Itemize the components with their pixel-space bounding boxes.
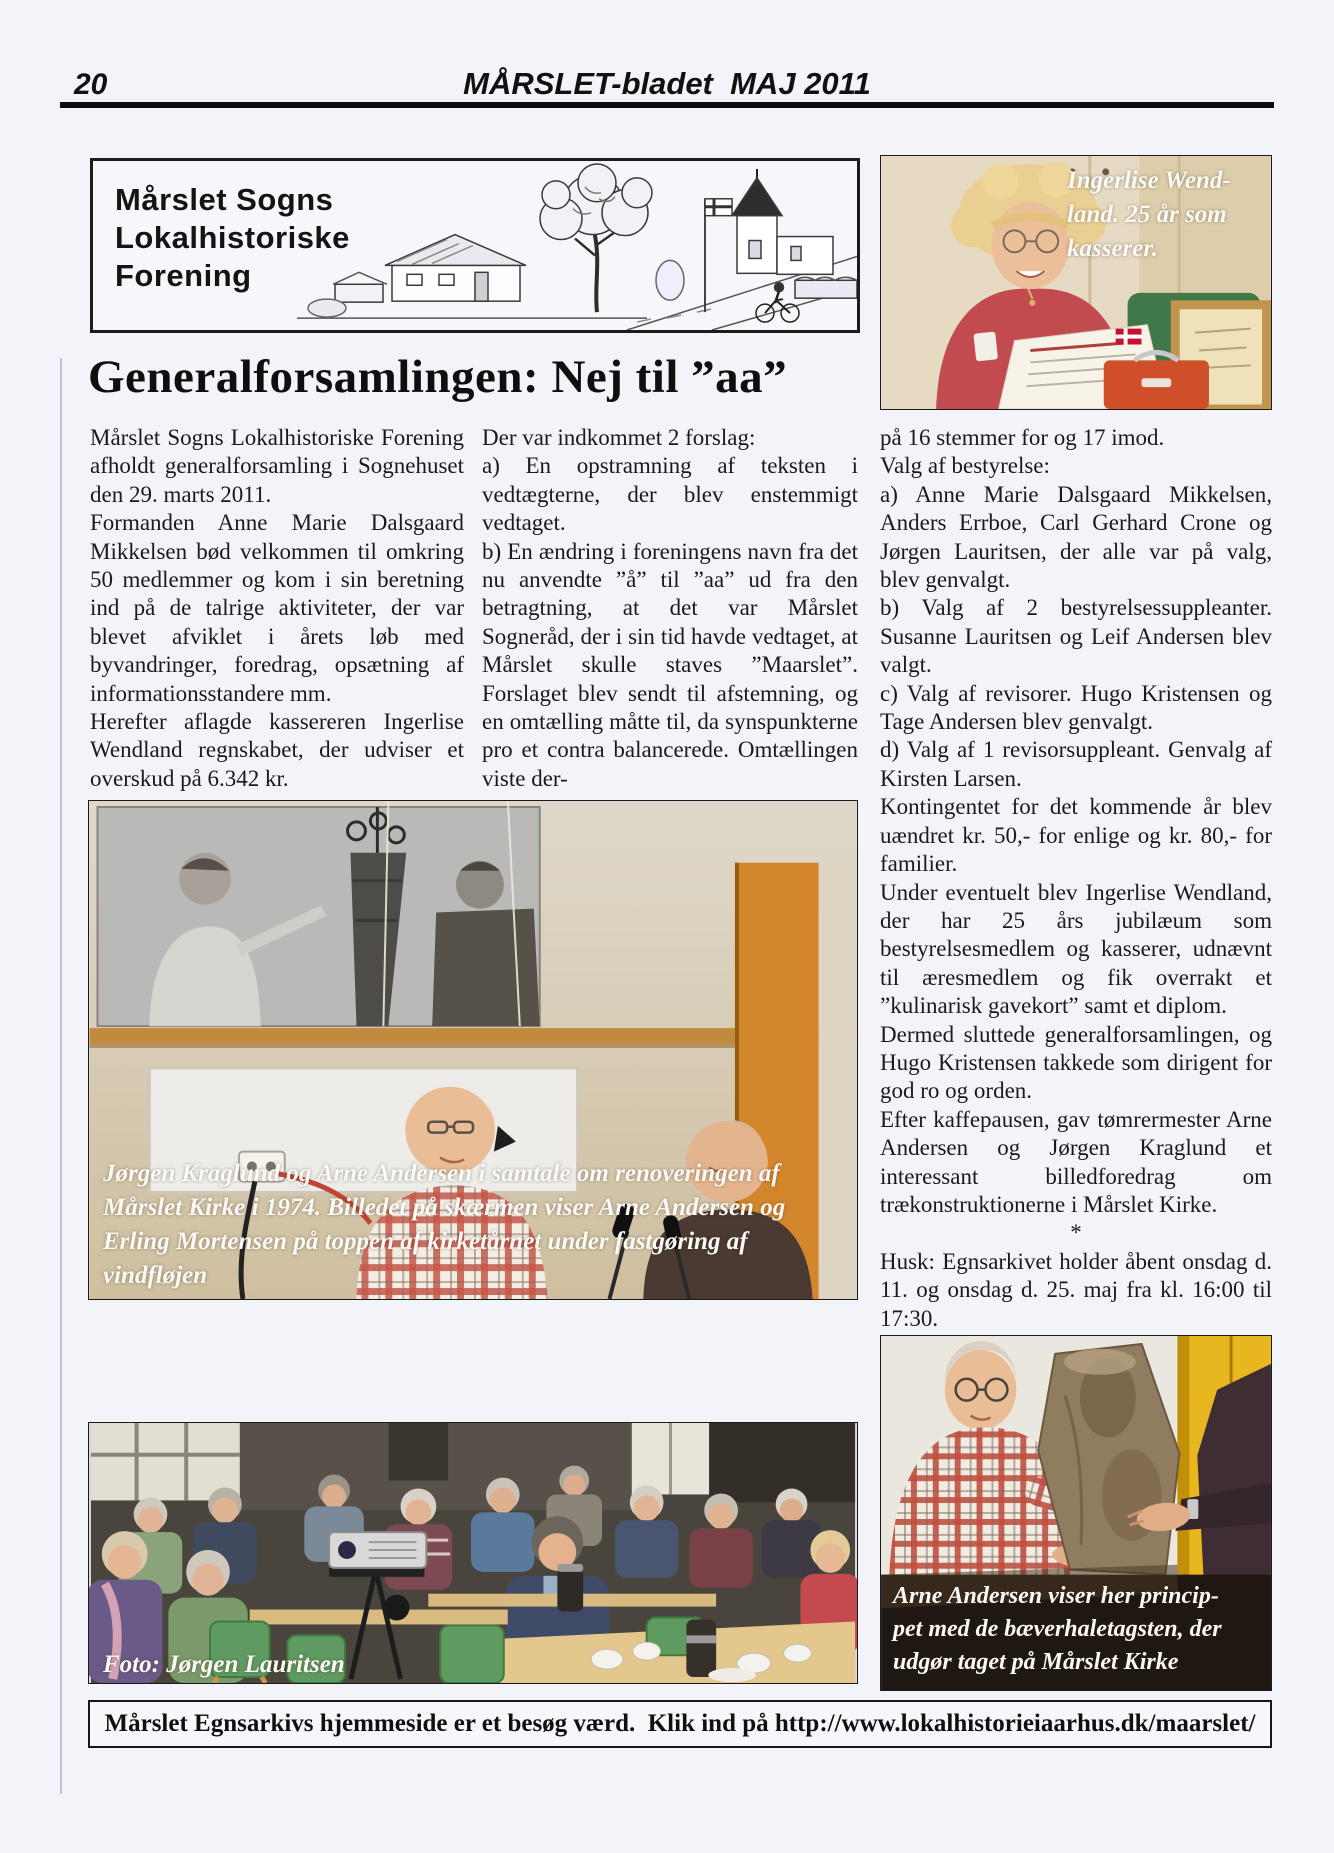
- paragraph: Herefter aflagde kassereren Ingerlise Wendland regnskabet, der udviser et overskud på 6.342 kr.: [90, 709, 464, 791]
- article-headline: Generalforsamlingen: Nej til ”aa”: [88, 351, 788, 403]
- middle-photo-caption: Jørgen Kraglund og Arne Andersen i samtale om renoveringen af Mårslet Kirke i 1974. Billedet på skærmen viser Arne Andersen og Erling Mortensen på toppen af kirketårnet under fastgøring af vindfløjen: [103, 1160, 786, 1289]
- article-column-3: [880, 424, 1272, 1333]
- paragraph: *: [1070, 1220, 1082, 1246]
- audience-photo: [88, 1422, 858, 1684]
- paragraph: a) En opstramning af teksten i vedtægterne, der blev enstemmigt vedtaget.: [482, 453, 858, 536]
- paragraph: Under eventuelt blev Ingerlise Wendland, der har 25 års jubilæum som bestyrelsesmedlem og kasserer, udnævnt til æresmedlem og fik overrakt et ”kulinarisk gavekort” samt et diplom.: [880, 879, 1272, 1019]
- article-column-1: [90, 424, 464, 793]
- page-edge-scan-line: [60, 358, 62, 1794]
- paragraph: Formanden Anne Marie Dalsgaard Mikkelsen bød velkommen til omkring 50 medlemmer og kom i sin beretning ind på de talrige aktiviteter, der var blevet afviklet i årets løb med byvandringer, foredrag, opsætning af informationsstandere mm.: [90, 510, 464, 706]
- footer-notice-box: [88, 1700, 1272, 1748]
- roof-tile-photo: [880, 1335, 1272, 1691]
- paragraph: Valg af bestyrelse:: [880, 453, 1050, 479]
- paragraph: c) Valg af revisorer. Hugo Kristensen og Tage Andersen blev genvalgt.: [880, 680, 1272, 735]
- paragraph: Husk: Egnsarkivet holder åbent onsdag d. 11. og onsdag d. 25. maj fra kl. 16:00 til 17:30.: [880, 1248, 1272, 1331]
- top-right-photo-ingerlise: [880, 155, 1272, 410]
- org-name-line: Forening: [115, 258, 252, 293]
- article-column-2: [482, 424, 858, 793]
- tile-photo-caption: [893, 1580, 1265, 1679]
- audience-photo-caption: Foto: Jørgen Lauritsen: [103, 1651, 345, 1678]
- footer-notice-text: Mårslet Egnsarkivs hjemmeside er et besøg værd. Klik ind på http://www.lokalhistorieiaarhus.dk/maarslet/: [104, 1710, 1256, 1737]
- local-history-society-box: [90, 158, 860, 333]
- paragraph: Mårslet Sogns Lokalhistoriske Forening afholdt generalforsamling i Sognehuset den 29. marts 2011.: [90, 425, 464, 507]
- paragraph: Efter kaffepausen, gav tømrermester Arne Andersen og Jørgen Kraglund et interessant billedforedrag om trækonstruktionerne i Mårslet Kirke.: [880, 1106, 1272, 1217]
- page-header-title: MÅRSLET-bladet MAJ 2011: [463, 66, 871, 101]
- audience-photo-art: [89, 1423, 857, 1683]
- paragraph: b) Valg af 2 bestyrelsessuppleanter. Susanne Lauritsen og Leif Andersen blev valgt.: [880, 595, 1272, 678]
- middle-photo-kraglund-andersen: [88, 800, 858, 1300]
- caption-line: Arne Andersen viser her princip-: [893, 1583, 1219, 1609]
- paragraph: på 16 stemmer for og 17 imod.: [880, 425, 1165, 450]
- paragraph: d) Valg af 1 revisorsuppleant. Genvalg af Kirsten Larsen.: [880, 737, 1272, 791]
- top-photo-caption: [1067, 164, 1269, 266]
- org-name-line: Lokalhistoriske: [115, 220, 350, 255]
- caption-line: kasserer.: [1067, 235, 1158, 262]
- page-number: 20: [74, 68, 108, 101]
- caption-line: pet med de bæverhaletagsten, der: [893, 1616, 1222, 1642]
- paragraph: b) En ændring i foreningens navn fra det nu anvendte ”å” til ”aa” ud fra den betragtning, at det var Mårslet Sogneråd, der i sin tid havde vedtaget, at Mårslet skulle staves ”Maarslet”. Forslaget blev sendt til afstemning, og en omtælling måtte til, da synspunkterne pro et contra balancerede. Omtællingen viste der-: [482, 538, 858, 791]
- org-name-line: Mårslet Sogns: [115, 182, 334, 217]
- paragraph: Kontingentet for det kommende år blev uændret kr. 50,- for enlige og kr. 80,- for familier.: [880, 794, 1272, 877]
- caption-line: udgør taget på Mårslet Kirke: [893, 1649, 1179, 1675]
- village-scene: [297, 164, 857, 330]
- village-illustration: [297, 161, 857, 330]
- header-rule: [60, 102, 1274, 108]
- paragraph: a) Anne Marie Dalsgaard Mikkelsen, Anders Errboe, Carl Gerhard Crone og Jørgen Lauritsen, der alle var på valg, blev genvalgt.: [880, 481, 1272, 593]
- caption-line: land. 25 år som: [1067, 201, 1227, 228]
- paragraph: Dermed sluttede generalforsamlingen, og Hugo Kristensen takkede som dirigent for god ro og orden.: [880, 1021, 1272, 1104]
- paragraph: Der var indkommet 2 forslag:: [482, 425, 756, 450]
- caption-line: Ingerlise Wend-: [1067, 167, 1231, 194]
